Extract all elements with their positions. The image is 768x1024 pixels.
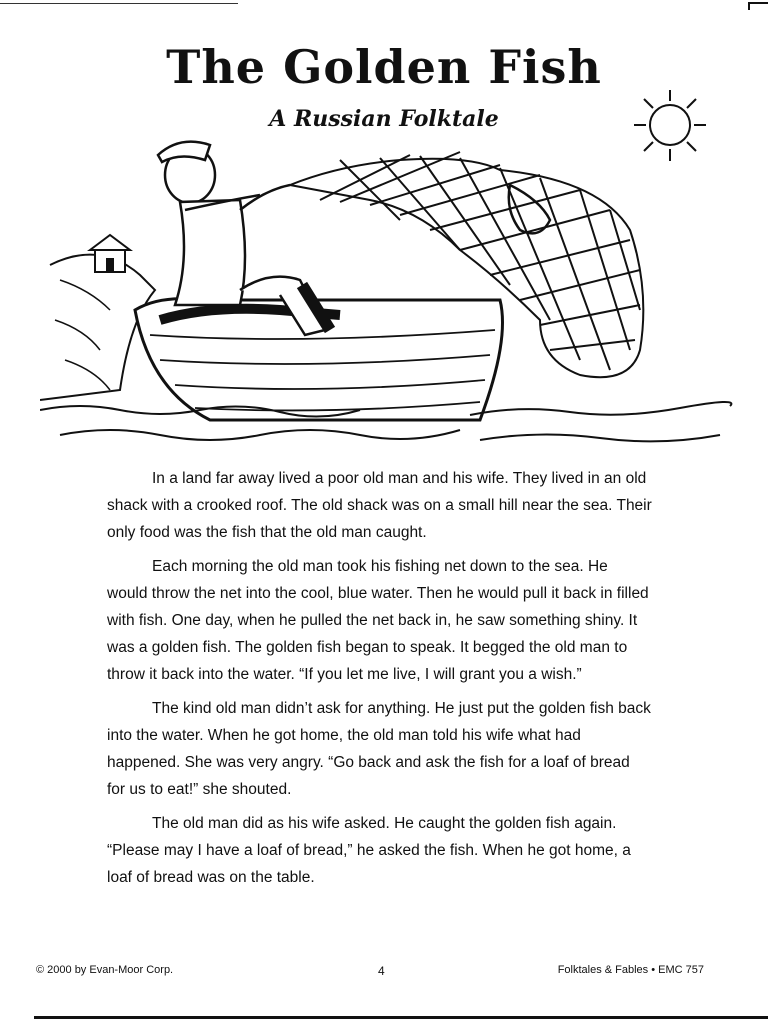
sun-icon <box>634 90 706 161</box>
corner-crop-mark <box>748 2 768 10</box>
page-subtitle: A Russian Folktale <box>269 106 499 132</box>
story-paragraph: In a land far away lived a poor old man and his wife. They lived in an old shack with a crooked roof. The old shack was on a small hill near the sea. Their only food was the fish that the old man caught. <box>107 470 652 541</box>
page-number: 4 <box>378 964 385 978</box>
copyright-notice: © 2000 by Evan-Moor Corp. <box>36 964 174 976</box>
series-label: Folktales & Fables • EMC 757 <box>557 964 704 976</box>
story-paragraph: The old man did as his wife asked. He caught the golden fish again. “Please may I have a loaf of bread,” he asked the fish. When he got home, a loaf of bread was on the table. <box>107 815 631 886</box>
fisherman-boat-net-illustration <box>40 90 740 450</box>
top-rule <box>0 3 238 4</box>
story-text <box>107 465 652 898</box>
story-paragraph: Each morning the old man took his fishing net down to the sea. He would throw the net into the cool, blue water. Then he would pull it back in filled with fish. One day, when he pulled the net back in, he saw something shiny. It was a golden fish. The golden fish began to speak. It begged the old man to throw it back into the water. “If you let me live, I will grant you a wish.” <box>107 558 649 683</box>
bottom-rule <box>34 1016 768 1019</box>
page-title: The Golden Fish <box>166 40 602 94</box>
story-paragraph: The kind old man didn’t ask for anything. He just put the golden fish back into the water. When he got home, the old man told his wife what had happened. She was very angry. “Go back and ask the fish for a loaf of bread for us to eat!” she shouted. <box>107 700 651 798</box>
page-footer <box>0 964 768 984</box>
